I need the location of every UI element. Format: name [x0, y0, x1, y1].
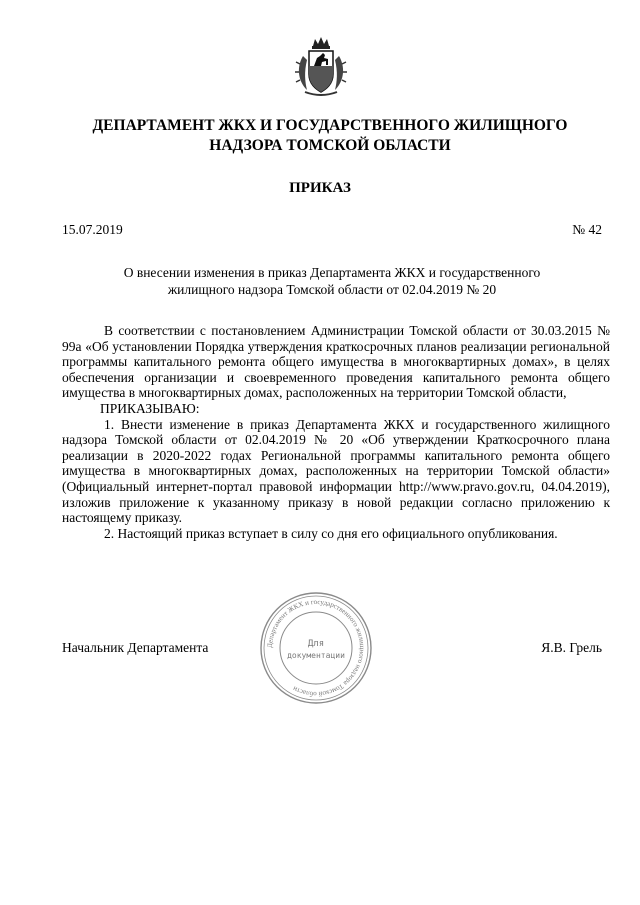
document-subject — [62, 265, 602, 298]
order-item-2: 2. Настоящий приказ вступает в силу со дня его официального опубликования. — [104, 525, 558, 541]
order-item-1: 1. Внести изменение в приказ Департамента ЖКХ и государственного жилищного надзора Томской области от 02.04.2019 № 20 «Об утверждении Краткосрочного плана реализации в 2020-2022 годах Региональной программы капитального ремонта общего имущества в многоквартирных домах, расположенных на территории Томской области» (Официальный интернет-портал правовой информации http://www.pravo.gov.ru, 04.04.2019), изложив приложение к указанному приказу в новой редакции согласно приложению к настоящему приказу. — [62, 416, 610, 526]
department-title-line1: ДЕПАРТАМЕНТ ЖКХ И ГОСУДАРСТВЕННОГО ЖИЛИЩНОГО — [92, 117, 568, 134]
coat-of-arms-icon — [293, 36, 349, 98]
official-stamp — [258, 590, 374, 706]
document-body — [62, 323, 610, 541]
department-title — [40, 116, 620, 156]
order-keyword: ПРИКАЗЫВАЮ: — [100, 400, 200, 416]
document-number: № 42 — [572, 222, 602, 237]
stamp-center-line1: Для — [307, 639, 325, 649]
document-type: ПРИКАЗ — [289, 180, 351, 196]
stamp-center-line2: документации — [287, 651, 345, 660]
signatory-name: Я.В. Грель — [541, 640, 602, 655]
stamp-ring-text: Департамент ЖКХ и государственного жилищного надзора Томской области — [265, 597, 367, 699]
subject-line2: жилищного надзора Томской области от 02.04.2019 № 20 — [167, 281, 497, 297]
preamble-paragraph: В соответствии с постановлением Администрации Томской области от 30.03.2015 № 99а «Об установлении Порядка утверждения краткосрочных планов реализации региональной программы капитального ремонта общего имущества в многоквартирных домах», в целях обеспечения организации и своевременного проведения капитального ремонта общего имущества в многоквартирных домах, расположенных на территории Томской области, — [62, 323, 610, 401]
signatory-position: Начальник Департамента — [62, 640, 209, 655]
subject-line1: О внесении изменения в приказ Департамента ЖКХ и государственного — [123, 265, 541, 280]
department-title-line2: НАДЗОРА ТОМСКОЙ ОБЛАСТИ — [209, 137, 451, 154]
document-date: 15.07.2019 — [62, 222, 123, 237]
